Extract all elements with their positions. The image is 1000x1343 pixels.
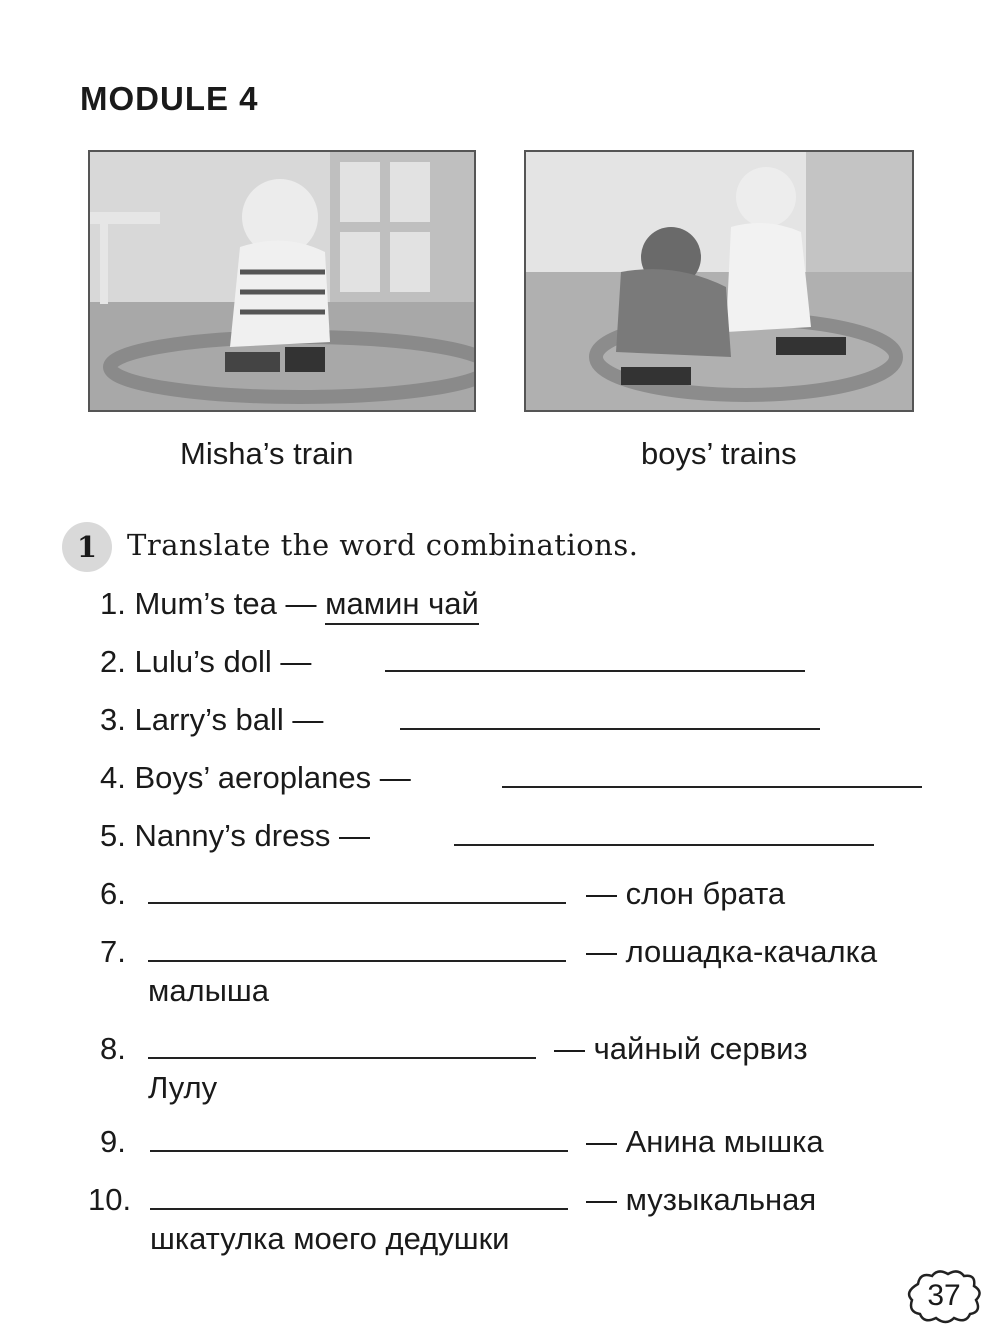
item-text: Nanny’s dress — (134, 818, 370, 853)
item-8-continuation: Лулу (148, 1070, 218, 1105)
answer-blank-9[interactable] (150, 1150, 568, 1152)
module-title: MODULE 4 (80, 80, 259, 117)
item-text: Boys’ aeroplanes — (134, 760, 411, 795)
item-8-text: — чайный сервиз (554, 1031, 808, 1066)
item-8-number: 8. (100, 1031, 126, 1066)
item-7-continuation: малыша (148, 973, 270, 1008)
item-answer: мамин чай (325, 586, 479, 625)
item-2 (100, 644, 311, 680)
answer-blank-2[interactable] (385, 670, 805, 672)
caption-left: Misha’s train (180, 436, 354, 471)
item-text: Lulu’s doll — (134, 644, 312, 679)
item-number: 2. (100, 644, 126, 679)
task-instruction: Translate the word combinations. (127, 528, 639, 562)
photo-boys-trains (524, 150, 914, 412)
item-5 (100, 818, 370, 854)
answer-blank-5[interactable] (454, 844, 874, 846)
item-number: 4. (100, 760, 126, 795)
item-text: Mum’s tea — (134, 586, 317, 621)
answer-blank-10[interactable] (150, 1208, 568, 1210)
item-number: 3. (100, 702, 126, 737)
answer-blank-3[interactable] (400, 728, 820, 730)
item-3 (100, 702, 323, 738)
item-number: 1. (100, 586, 126, 621)
item-4 (100, 760, 411, 796)
item-10-continuation: шкатулка моего дедушки (150, 1221, 510, 1256)
item-9-text: — Анина мышка (586, 1124, 824, 1159)
page-number: 37 (927, 1279, 961, 1312)
answer-blank-4[interactable] (502, 786, 922, 788)
answer-blank-7[interactable] (148, 960, 566, 962)
caption-right: boys’ trains (641, 436, 797, 471)
item-7-number: 7. (100, 934, 126, 969)
item-10-text: — музыкальная (586, 1182, 817, 1217)
answer-blank-8[interactable] (148, 1057, 536, 1059)
item-7-text: — лошадка-качалка (586, 934, 878, 969)
item-9-number: 9. (100, 1124, 126, 1159)
item-number: 5. (100, 818, 126, 853)
photo-misha-train (88, 150, 476, 412)
item-10-number: 10. (88, 1182, 132, 1217)
item-1 (100, 586, 479, 622)
item-6-number: 6. (100, 876, 126, 911)
item-6-text: — слон брата (586, 876, 786, 911)
item-text: Larry’s ball — (134, 702, 324, 737)
answer-blank-6[interactable] (148, 902, 566, 904)
task-number-badge: 1 (62, 522, 112, 572)
